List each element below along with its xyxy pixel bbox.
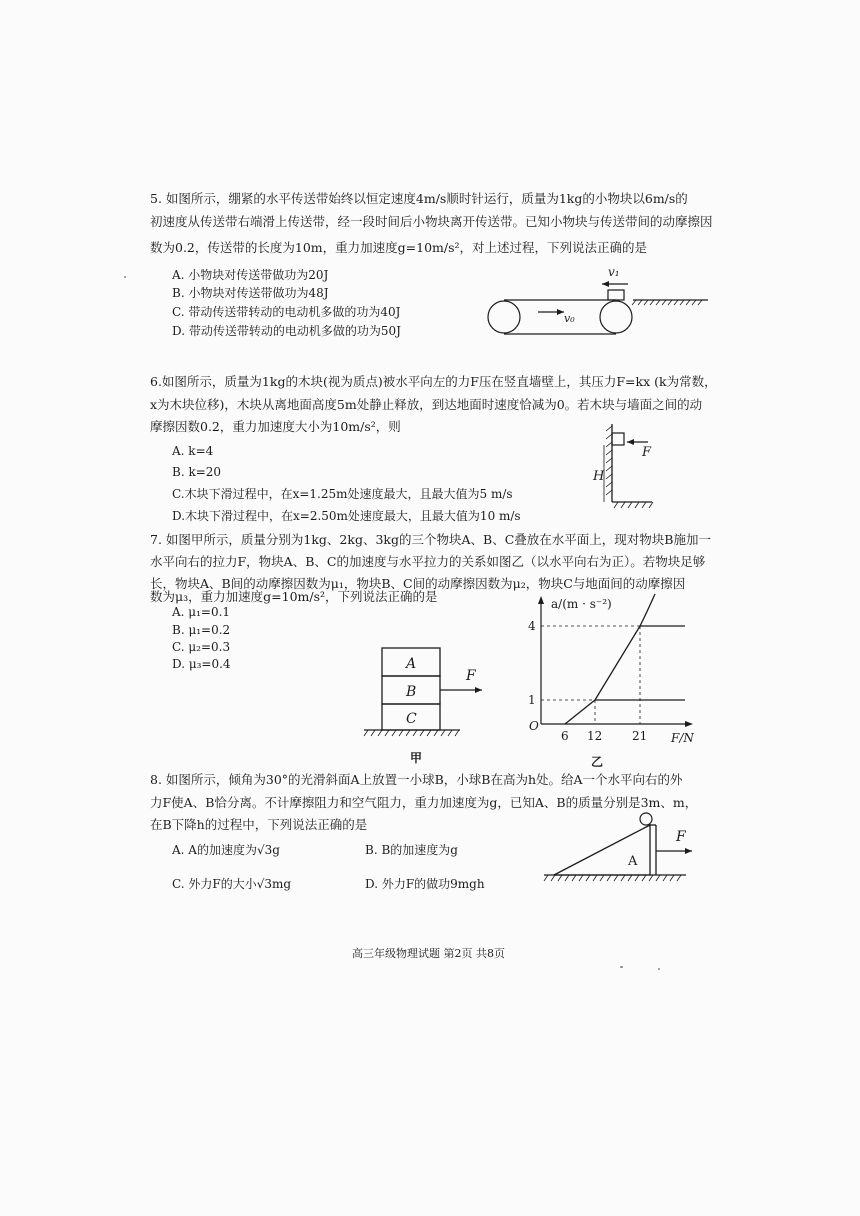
q5-option-b: B. 小物块对传送带做功为48J: [172, 286, 329, 300]
q7-line4: 数为μ₃，重力加速度g=10m/s²，下列说法正确的是: [150, 589, 438, 604]
q8-ball-b: [640, 813, 652, 825]
q7-fig-yi-graph: [525, 590, 705, 770]
q8-line1: 8. 如图所示，倾角为30°的光滑斜面A上放置一小球B，小球B在高为h处。给A一个水平向右的外: [150, 772, 683, 787]
q7-fig-jia: [360, 640, 500, 770]
q5-line3: 数为0.2，传送带的长度为10m，重力加速度g=10m/s²，对上述过程，下列说法正确的是: [150, 240, 648, 255]
q8-line2: 力F使A、B恰分离。不计摩擦阻力和空气阻力，重力加速度为g，已知A、B的质量分别是3m、m，: [150, 795, 698, 810]
q6-option-c: C.木块下滑过程中，在x=1.25m处速度最大，且最大值为5 m/s: [172, 487, 513, 501]
q7-x-axis-label: F/N: [671, 731, 694, 745]
q8-option-a: A. A的加速度为√3g: [172, 843, 280, 857]
q5-line2: 初速度从传送带右端滑上传送带，经一段时间后小物块离开传送带。已知小物块与传送带间的动摩擦因: [150, 214, 713, 229]
scan-speck: [620, 966, 623, 968]
q6-h-label: H: [593, 469, 605, 484]
q8-option-c: C. 外力F的大小√3mg: [172, 877, 292, 891]
q7-block-b: B: [406, 684, 417, 700]
q7-option-c: C. μ₂=0.3: [172, 640, 231, 654]
q7-option-b: B. μ₁=0.2: [172, 623, 231, 637]
q8-line3: 在B下降h的过程中，下列说法正确的是: [150, 817, 368, 832]
q5-v0-label: v₀: [564, 312, 575, 325]
q6-line3: 摩擦因数0.2，重力加速度大小为10m/s²，则: [150, 419, 401, 434]
q6-line1: 6.如图所示，质量为1kg的木块(视为质点)被水平向左的力F压在竖直墙壁上，其压力F=kx (k为常数，: [150, 374, 717, 389]
q7-line2: 水平向右的拉力F，物块A、B、C的加速度与水平拉力的关系如图乙（以水平向右为正）。若物块足够: [150, 554, 706, 569]
q8-a-label: A: [628, 854, 638, 869]
q7-x-tick-6: 6: [561, 729, 569, 743]
q7-x-tick-21: 21: [632, 729, 648, 743]
q6-block: [612, 433, 624, 445]
q7-line1: 7. 如图甲所示，质量分别为1kg、2kg、3kg的三个物块A、B、C叠放在水平面上，现对物块B施加一: [150, 532, 711, 547]
q7-x-tick-12: 12: [587, 729, 603, 743]
q7-f-label: F: [466, 668, 476, 684]
q7-origin-label: O: [529, 719, 539, 733]
scan-speck: [124, 276, 126, 278]
q8-option-d: D. 外力F的做功9mgh: [365, 877, 485, 891]
q5-block: [608, 290, 624, 300]
q7-option-a: A. μ₁=0.1: [172, 605, 231, 619]
q7-block-a: A: [406, 656, 417, 672]
q5-option-c: C. 带动传送带转动的电动机多做的功为40J: [172, 305, 401, 319]
q7-y-axis-label: a/(m · s⁻²): [551, 597, 612, 611]
q6-option-d: D.木块下滑过程中，在x=2.50m处速度最大，且最大值为10 m/s: [172, 509, 521, 523]
q7-y-tick-4: 4: [528, 619, 536, 633]
q7-line3: 长，物块A、B间的动摩擦因数为μ₁，物块B、C间的动摩擦因数为μ₂，物块C与地面间的动摩擦因: [150, 576, 686, 591]
q5-option-a: A. 小物块对传送带做功为20J: [172, 268, 329, 282]
q6-wall-figure: [590, 420, 670, 510]
q7-option-d: D. μ₃=0.4: [172, 657, 231, 671]
q6-line2: x为木块位移)，木块从离地面高度5m处静止释放，到达地面时速度恰减为0。若木块与墙面之间的动: [150, 397, 703, 412]
q6-f-label: F: [642, 445, 652, 460]
q5-v1-label: v₁: [608, 265, 620, 279]
page-footer: 高三年级物理试题 第2页 共8页: [352, 947, 505, 960]
q8-option-b: B. B的加速度为g: [365, 843, 458, 857]
q7-yi-caption: 乙: [591, 755, 604, 769]
q7-jia-caption: 甲: [410, 751, 423, 765]
q6-option-b: B. k=20: [172, 465, 222, 479]
q5-option-d: D. 带动传送带转动的电动机多做的功为50J: [172, 324, 401, 338]
q5-line1: 5. 如图所示，绷紧的水平传送带始终以恒定速度4m/s顺时针运行，质量为1kg的小物块以6m/s的: [150, 191, 688, 206]
q7-y-tick-1: 1: [528, 693, 536, 707]
q8-f-label: F: [676, 829, 686, 845]
q8-incline-figure: [540, 815, 700, 890]
q7-block-c: C: [406, 711, 417, 727]
q5-conveyor-figure: [480, 262, 710, 342]
q6-option-a: A. k=4: [172, 444, 214, 458]
scan-speck: [658, 968, 660, 970]
